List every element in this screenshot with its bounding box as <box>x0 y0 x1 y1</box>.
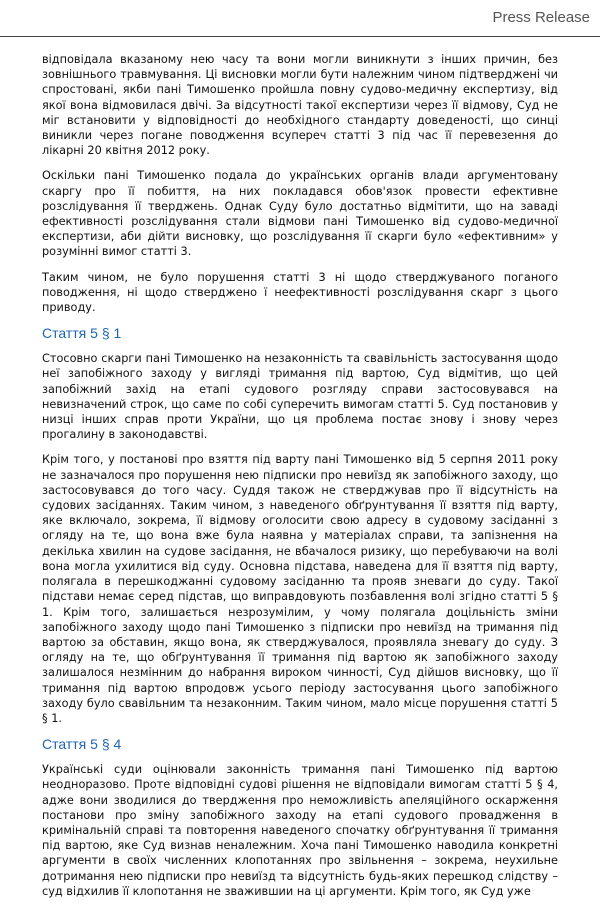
paragraph: Оскільки пані Тимошенко подала до українських органів влади аргументовану скаргу про її побиття, на них покладався обов'язок провести ефективне розслідування її тверджень. Однак Суду було достатньо відмітити, що на заваді ефективності розслідування стали відмови пані Тимошенко від судово-медичної експертизи, аби дійти висновку, що розслідування її скарги було «ефективним» у розумінні вимог статті 3. <box>42 169 558 259</box>
paragraph: Таким чином, не було порушення статті 3 ні щодо стверджуваного поганого поводження, ні щодо стверджено ї неефективності розслідування скарг з цього приводу. <box>42 270 558 315</box>
section-heading-article-5-4: Стаття 5 § 4 <box>42 736 122 753</box>
paragraph: відповідала вказаному нею часу та вони могли виникнути з інших причин, без зовнішнього травмування. Ці висновки могли бути належним чином підтверджені чи спростовані, якби пані Тимошенко пройшла повну судово-медичну експертизу, від якої вона відмовилася двічі. За відсутності такої експертизи через її відмову, Суд не міг встановити у відповідності до необхідного стандарту доведеності, що синці виникли через погане поводження всупереч статті 3 під час її перевезення до лікарні 20 квітня 2012 року. <box>42 53 558 158</box>
paragraph: Стосовно скарги пані Тимошенко на незаконність та свавільність застосування щодо неї запобіжного заходу у вигляді тримання під вартою, Суд відмітив, що цей запобіжний захід на етапі судового розгляду справи застосовувався на невизначений строк, що саме по собі суперечить вимогам статті 5. Суд постановив у низці інших справ проти України, що ця проблема постає знову і знову через прогалину в законодавстві. <box>42 352 558 442</box>
section-heading-article-5-1: Стаття 5 § 1 <box>42 325 122 342</box>
paragraph: Крім того, у постанові про взяття під варту пані Тимошенко від 5 серпня 2011 року не зазначалося про порушення нею підписки про невиїзд як запобіжного заходу, що застосовувався до того часу. Суддя також не стверджував про її відсутність на судових засіданнях. Таким чином, з наведеного обґрунтування її взяття під варту, яке включало, зокрема, її відмову оголосити свою адресу в судовому засіданні з огляду на те, що вона вже була наявна у матеріалах справи, та запізнення на декілька хвилин на судове засідання, не вбачалося ризику, що перебуваючи на волі вона могла ухилитися від суду. Основна підстава, наведена для її взяття під варту, полягала в перешкоджанні судовому засіданню та прояв зневаги до суду. Такої підстави немає серед підстав, що виправдовують позбавлення волі згідно статті 5 § 1. Крім того, залишається незрозумілим, у чому полягала доцільність зміни запобіжного заходу щодо пані Тимошенко з підписки про невиїзд на тримання під вартою за обставин, якщо вона, як стверджувалося, проявляла зневагу до суду. З огляду на те, що обґрунтування її тримання під вартою як запобіжного заходу залишалося незмінним до набрання вироком чинності, Суд дійшов висновку, що її тримання під вартою впродовж усього періоду застосування цього запобіжного заходу було свавільним та незаконним. Таким чином, мало місце порушення статті 5 § 1. <box>42 453 558 725</box>
document-body <box>42 52 558 909</box>
header-bar <box>0 0 600 37</box>
press-release-label: Press Release <box>492 9 590 26</box>
paragraph: Українські суди оцінювали законність тримання пані Тимошенко під вартою неодноразово. Проте відповідні судові рішення не відповідали вимогам статті 5 § 4, адже вони зводилися до твердження про неможливість апеляційного оскарження постанови про зміну запобіжного заходу на етапі судового провадження в кримінальній справі та повторення наведеного спочатку обґрунтування її тримання під вартою, яке Суд визнав неналежним. Хоча пані Тимошенко наводила конкретні аргументи в своїх численних клопотаннях про звільнення – зокрема, неухильне дотримання нею підписки про невиїзд та відсутність будь-яких перешкод слідству – суд відхилив її клопотання не зважившии на ці аргументи. Крім того, як Суд уже <box>42 763 558 898</box>
